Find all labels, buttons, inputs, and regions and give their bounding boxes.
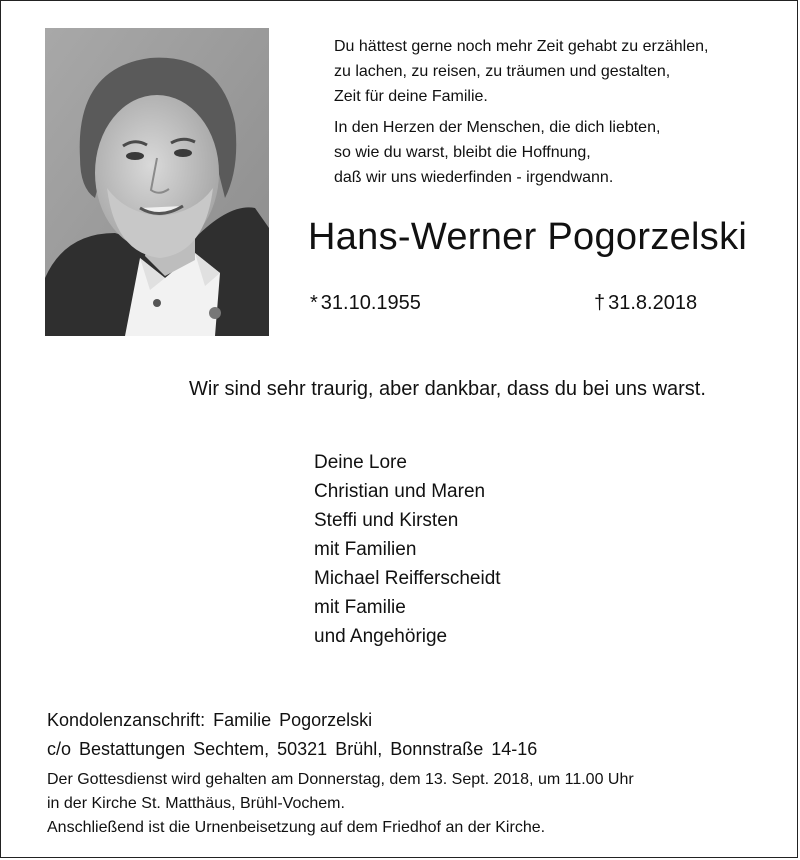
birth-date-line <box>310 292 421 315</box>
signer: Deine Lore <box>314 452 407 473</box>
poem-line: In den Herzen der Menschen, die dich liebten, <box>334 119 661 136</box>
birth-star-icon: * <box>310 292 318 314</box>
service-line: in der Kirche St. Matthäus, Brühl-Vochem. <box>47 795 345 812</box>
death-cross-icon: † <box>594 292 606 314</box>
portrait-photo <box>45 28 269 336</box>
poem-line: Du hättest gerne noch mehr Zeit gehabt zu erzählen, <box>334 38 709 55</box>
death-date: 31.8.2018 <box>608 292 698 314</box>
portrait-illustration <box>45 28 269 336</box>
service-line: Der Gottesdienst wird gehalten am Donnerstag, dem 13. Sept. 2018, um 11.00 Uhr <box>47 771 634 788</box>
signer: mit Familien <box>314 539 417 560</box>
service-line: Anschließend ist die Urnenbeisetzung auf dem Friedhof an der Kirche. <box>47 819 546 836</box>
signer: mit Familie <box>314 597 406 618</box>
address-line: Kondolenzanschrift: Familie Pogorzelski <box>47 710 373 730</box>
memorial-poem <box>334 34 708 196</box>
signer: Steffi und Kirsten <box>314 510 459 531</box>
birth-date: 31.10.1955 <box>320 292 421 314</box>
death-date-line <box>594 292 697 315</box>
condolence-address <box>47 706 537 764</box>
signer: und Angehörige <box>314 626 448 647</box>
poem-stanza-1 <box>334 34 708 109</box>
signer: Michael Reifferscheidt <box>314 568 501 589</box>
service-info <box>47 768 634 840</box>
poem-line: daß wir uns wiederfinden - irgendwann. <box>334 169 614 186</box>
signer: Christian und Maren <box>314 481 486 502</box>
poem-line: zu lachen, zu reisen, zu träumen und gestalten, <box>334 63 671 80</box>
signers-list <box>314 448 501 651</box>
farewell-motto: Wir sind sehr traurig, aber dankbar, dass du bei uns warst. <box>189 378 706 400</box>
poem-line: so wie du warst, bleibt die Hoffnung, <box>334 144 591 161</box>
poem-line: Zeit für deine Familie. <box>334 88 488 105</box>
deceased-name: Hans-Werner Pogorzelski <box>308 216 748 258</box>
poem-stanza-2 <box>334 115 708 190</box>
address-line: c/o Bestattungen Sechtem, 50321 Brühl, Bonnstraße 14-16 <box>47 739 538 759</box>
